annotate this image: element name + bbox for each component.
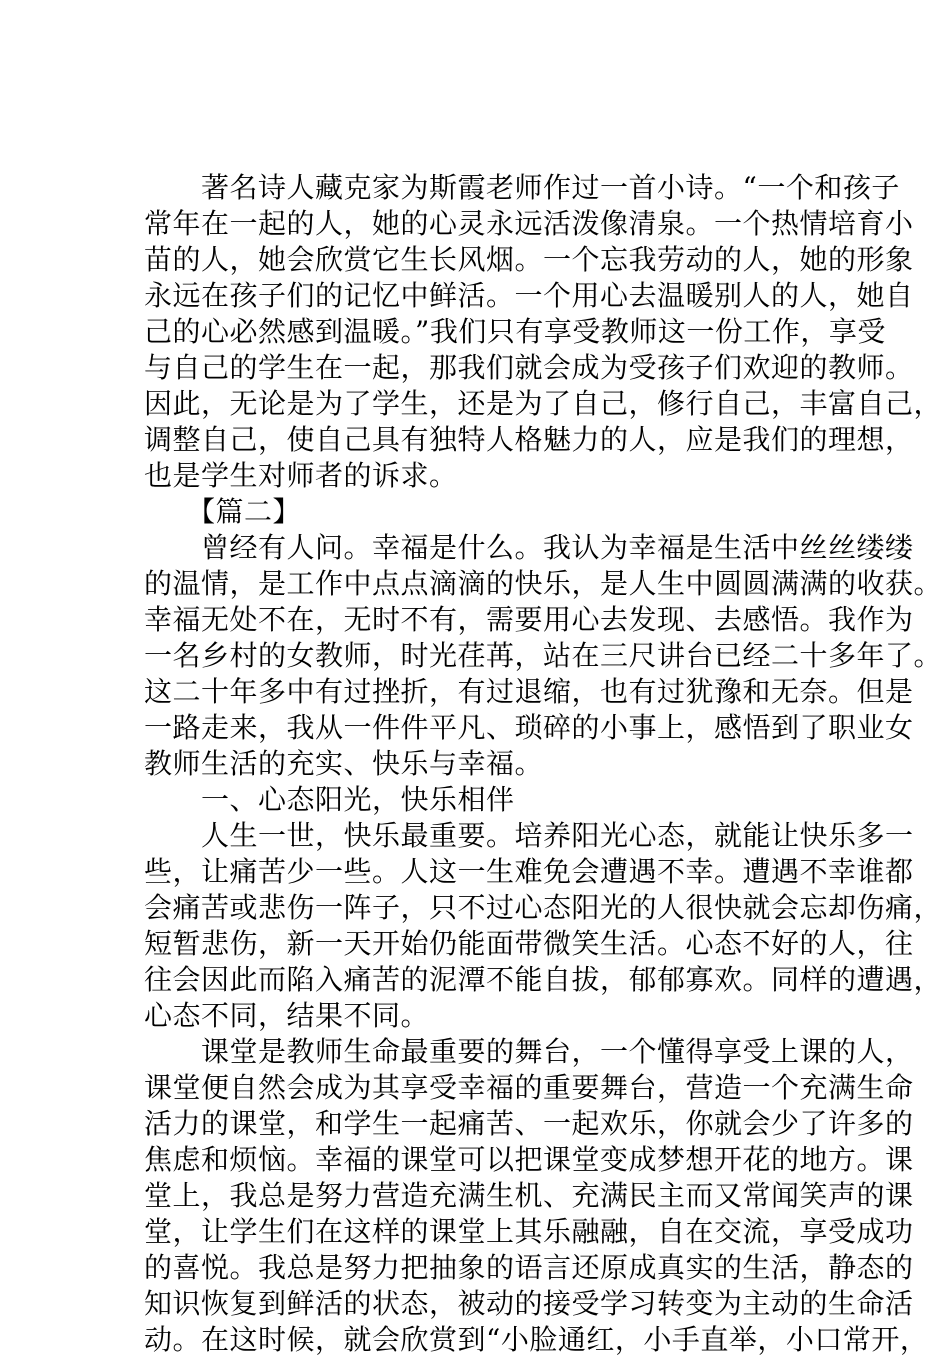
text-line: 一名乡村的女教师，时光荏苒，站在三尺讲台已经二十多年了。 — [144, 639, 943, 672]
subsection-heading: 一、心态阳光，快乐相伴 — [144, 783, 515, 816]
text-line: 调整自己，使自己具有独特人格魅力的人，应是我们的理想， — [144, 423, 914, 456]
text-line: 知识恢复到鲜活的状态，被动的接受学习转变为主动的生命活 — [144, 1287, 914, 1320]
text-line: 短暂悲伤，新一天开始仍能面带微笑生活。心态不好的人，往 — [144, 927, 914, 960]
text-line: 教师生活的充实、快乐与幸福。 — [144, 747, 544, 780]
text-line: 动。在这时候，就会欣赏到“小脸通红，小手直举，小口常开， — [144, 1323, 929, 1356]
text-line: 著名诗人藏克家为斯霞老师作过一首小诗。“一个和孩子 — [144, 171, 900, 204]
text-line: 心态不同，结果不同。 — [144, 999, 430, 1032]
text-line: 一路走来，我从一件件平凡、琐碎的小事上，感悟到了职业女 — [144, 711, 914, 744]
text-line: 的温情，是工作中点点滴滴的快乐，是人生中圆圆满满的收获。 — [144, 567, 943, 600]
text-line: 活力的课堂，和学生一起痛苦、一起欢乐，你就会少了许多的 — [144, 1107, 914, 1140]
text-line: 课堂是教师生命最重要的舞台，一个懂得享受上课的人， — [144, 1035, 914, 1068]
text-line: 苗的人，她会欣赏它生长风烟。一个忘我劳动的人，她的形象 — [144, 243, 914, 276]
text-line: 些，让痛苦少一些。人这一生难免会遭遇不幸。遭遇不幸谁都 — [144, 855, 914, 888]
text-line: 永远在孩子们的记忆中鲜活。一个用心去温暖别人的人，她自 — [144, 279, 914, 312]
text-line: 己的心必然感到温暖。”我们只有享受教师这一份工作，享受 — [144, 315, 886, 348]
text-line: 堂上，我总是努力营造充满生机、充满民主而又常闻笑声的课 — [144, 1179, 914, 1212]
text-line: 人生一世，快乐最重要。培养阳光心态，就能让快乐多一 — [144, 819, 914, 852]
text-line: 课堂便自然会成为其享受幸福的重要舞台，营造一个充满生命 — [144, 1071, 914, 1104]
text-line: 常年在一起的人，她的心灵永远活泼像清泉。一个热情培育小 — [144, 207, 914, 240]
text-line: 因此，无论是为了学生，还是为了自己，修行自己，丰富自己， — [144, 387, 943, 420]
text-line: 堂，让学生们在这样的课堂上其乐融融，自在交流，享受成功 — [144, 1215, 914, 1248]
text-line: 这二十年多中有过挫折，有过退缩，也有过犹豫和无奈。但是 — [144, 675, 914, 708]
text-line: 往会因此而陷入痛苦的泥潭不能自拔，郁郁寡欢。同样的遭遇， — [144, 963, 943, 996]
text-line: 焦虑和烦恼。幸福的课堂可以把课堂变成梦想开花的地方。课 — [144, 1143, 914, 1176]
text-line: 的喜悦。我总是努力把抽象的语言还原成真实的生活，静态的 — [144, 1251, 914, 1284]
text-line: 曾经有人问。幸福是什么。我认为幸福是生活中丝丝缕缕 — [144, 531, 914, 564]
text-line: 与自己的学生在一起，那我们就会成为受孩子们欢迎的教师。 — [144, 351, 914, 384]
text-line: 会痛苦或悲伤一阵子，只不过心态阳光的人很快就会忘却伤痛， — [144, 891, 943, 924]
text-line: 幸福无处不在，无时不有，需要用心去发现、去感悟。我作为 — [144, 603, 914, 636]
section-heading: 【篇二】 — [144, 495, 302, 528]
text-line: 也是学生对师者的诉求。 — [144, 459, 458, 492]
